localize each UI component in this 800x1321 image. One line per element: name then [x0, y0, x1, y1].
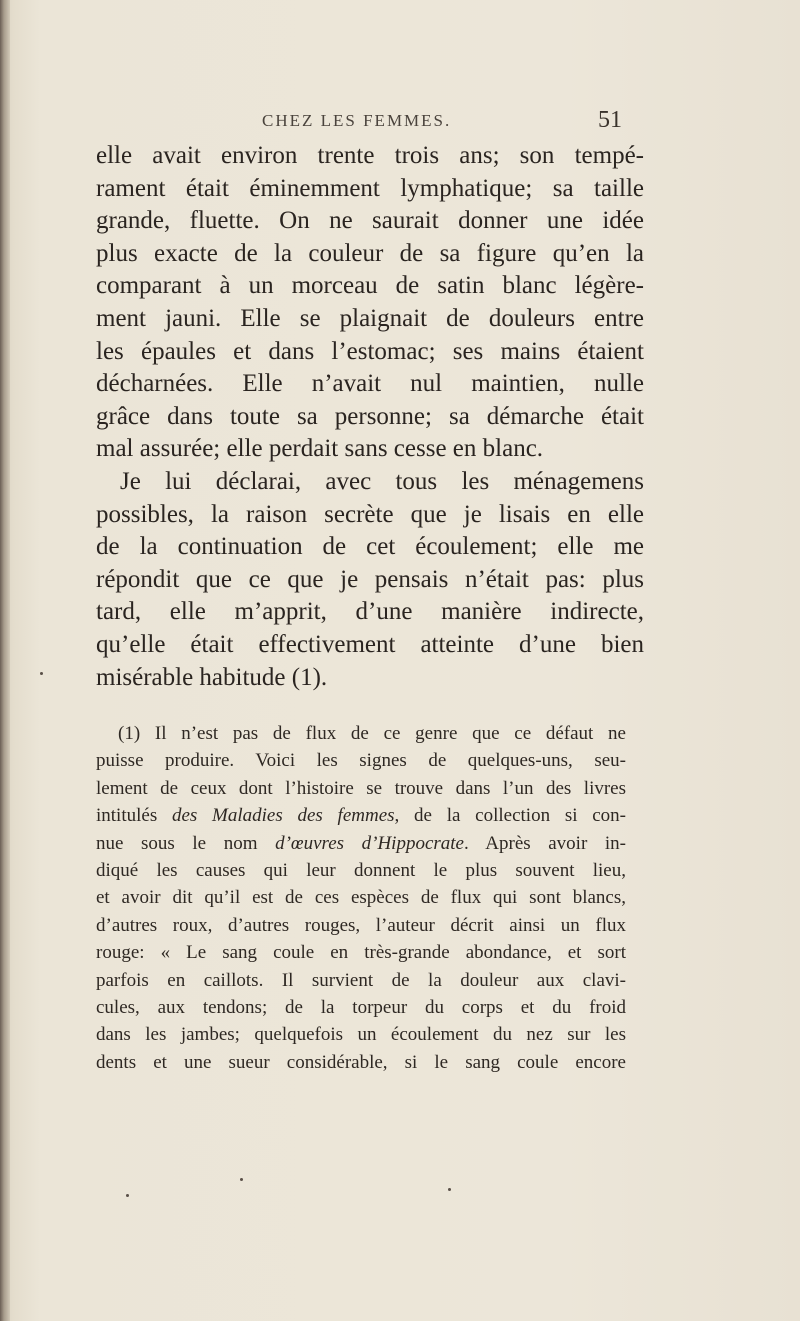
footnote-line: parfois en caillots. Il survient de la douleur aux clavi-	[96, 969, 626, 991]
footnote	[96, 720, 626, 1076]
text-line: misérable habitude (1).	[96, 663, 328, 691]
text-line: qu’elle était effectivement atteinte d’une bien	[96, 630, 644, 658]
text-line: Je lui déclarai, avec tous les ménagemens	[120, 467, 644, 495]
footnote-line: (1) Il n’est pas de flux de ce genre que ce défaut ne	[118, 723, 626, 744]
main-text	[96, 140, 644, 694]
footnote-line: rouge: « Le sang coule en très-grande abondance, et sort	[96, 942, 626, 964]
collection-title-italic: d’œuvres d’Hippocrate	[275, 832, 464, 854]
footnote-line: dents et une sueur considérable, si le sang coule encore	[96, 1051, 626, 1073]
footnote-line: lement de ceux dont l’histoire se trouve dans l’un des livres	[96, 777, 626, 799]
footnote-line: diqué les causes qui leur donnent le plus souvent lieu,	[96, 859, 626, 881]
text-line: mal assurée; elle perdait sans cesse en blanc.	[96, 435, 544, 463]
text-line: grâce dans toute sa personne; sa démarche était	[96, 402, 644, 430]
page-spine-shadow	[0, 0, 10, 1321]
text-line: grande, fluette. On ne saurait donner une idée	[96, 207, 644, 235]
text-line: de la continuation de cet écoulement; elle me	[96, 533, 644, 561]
footnote-line	[96, 802, 626, 829]
text-line: répondit que ce que je pensais n’était pas: plus	[96, 565, 644, 593]
footnote-line: cules, aux tendons; de la torpeur du corps et du froid	[96, 996, 626, 1018]
paper-speck	[240, 1178, 243, 1181]
text-line: tard, elle m’apprit, d’une manière indirecte,	[96, 598, 644, 626]
footnote-line: et avoir dit qu’il est de ces espèces de flux qui sont blancs,	[96, 887, 626, 909]
text-line: comparant à un morceau de satin blanc légère-	[96, 272, 644, 300]
text-line: rament était éminemment lymphatique; sa taille	[96, 174, 644, 202]
paper-speck	[40, 672, 43, 675]
footnote-text: intitulés	[96, 805, 172, 827]
footnote-line: d’autres roux, d’autres rouges, l’auteur décrit ainsi un flux	[96, 914, 626, 936]
text-line: elle avait environ trente trois ans; son tempé-	[96, 142, 644, 169]
footnote-text: nue sous le nom	[96, 832, 276, 854]
text-line: décharnées. Elle n’avait nul maintien, nulle	[96, 370, 644, 398]
paper-speck	[126, 1194, 129, 1197]
page-header	[0, 107, 800, 137]
footnote-line: dans les jambes; quelquefois un écoulement du nez sur les	[96, 1024, 626, 1046]
footnote-text: , de la collection si con-	[394, 805, 626, 827]
running-head: CHEZ LES FEMMES.	[262, 111, 452, 130]
text-line: possibles, la raison secrète que je lisais en elle	[96, 500, 644, 528]
book-title-italic: des Maladies des femmes	[171, 805, 395, 827]
footnote-line	[96, 830, 626, 857]
paper-speck	[448, 1188, 451, 1191]
text-line: ment jauni. Elle se plaignait de douleurs entre	[96, 304, 644, 332]
footnote-text: . Après avoir in-	[463, 832, 626, 854]
footnote-line: puisse produire. Voici les signes de quelques-uns, seu-	[96, 750, 626, 772]
text-line: les épaules et dans l’estomac; ses mains étaient	[96, 337, 644, 365]
text-line: plus exacte de la couleur de sa figure qu’en la	[96, 239, 644, 267]
page-number: 51	[598, 107, 622, 133]
